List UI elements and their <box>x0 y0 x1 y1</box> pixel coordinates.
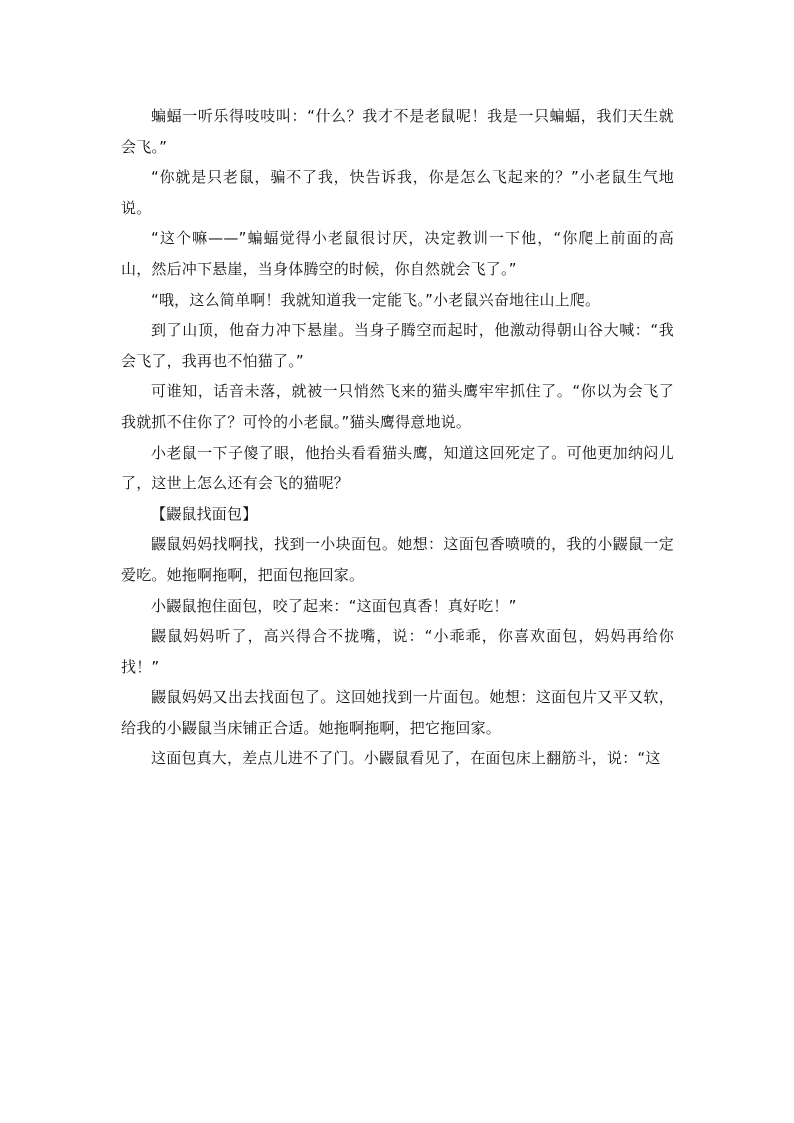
paragraph-bread-bed: 鼹鼠妈妈又出去找面包了。这回她找到一片面包。她想：这面包片又平又软，给我的小鼹鼠当床铺正合适。她拖啊拖啊，把它拖回家。 <box>121 688 674 737</box>
paragraph-mouse-puzzled: 小老鼠一下子傻了眼，他抬头看看猫头鹰，知道这回死定了。可他更加纳闷儿了，这世上怎么还有会飞的猫呢？ <box>121 443 674 493</box>
paragraph-cliff-jump: 到了山顶，他奋力冲下悬崖。当身子腾空而起时，他激动得朝山谷大喊：“我会飞了，我再也不怕猫了。” <box>121 321 674 370</box>
paragraph-little-mole-eats: 小鼹鼠抱住面包，咬了起来：“这面包真香！真好吃！” <box>151 596 517 615</box>
document-body <box>121 101 674 774</box>
paragraph-mouse-excited: “哦，这么简单啊！我就知道我一定能飞。”小老鼠兴奋地往山上爬。 <box>151 290 601 309</box>
paragraph-bat-advice: “这个嘛——”蝙蝠觉得小老鼠很讨厌，决定教训一下他，“你爬上前面的高山，然后冲下悬崖，当身体腾空的时候，你自然就会飞了。” <box>121 229 674 278</box>
section-heading: 【鼹鼠找面包】 <box>151 504 258 523</box>
paragraph-big-bread: 这面包真大，差点儿进不了门。小鼹鼠看见了，在面包床上翻筋斗，说：“这 <box>151 749 661 768</box>
paragraph-owl-catch: 可谁知，话音未落，就被一只悄然飞来的猫头鹰牢牢抓住了。“你以为会飞了我就抓不住你了？可怜的小老鼠。”猫头鹰得意地说。 <box>121 382 674 431</box>
paragraph-bat-reply: 蝙蝠一听乐得吱吱叫：“什么？我才不是老鼠呢！我是一只蝙蝠，我们天生就会飞。” <box>121 107 674 156</box>
paragraph-mole-finds-bread: 鼹鼠妈妈找啊找，找到一小块面包。她想：这面包香喷喷的，我的小鼹鼠一定爱吃。她拖啊拖啊，把面包拖回家。 <box>121 535 674 584</box>
paragraph-mouse-angry: “你就是只老鼠，骗不了我，快告诉我，你是怎么飞起来的？”小老鼠生气地说。 <box>121 168 674 217</box>
paragraph-mother-happy: 鼹鼠妈妈听了，高兴得合不拢嘴，说：“小乖乖，你喜欢面包，妈妈再给你找！” <box>121 627 674 676</box>
